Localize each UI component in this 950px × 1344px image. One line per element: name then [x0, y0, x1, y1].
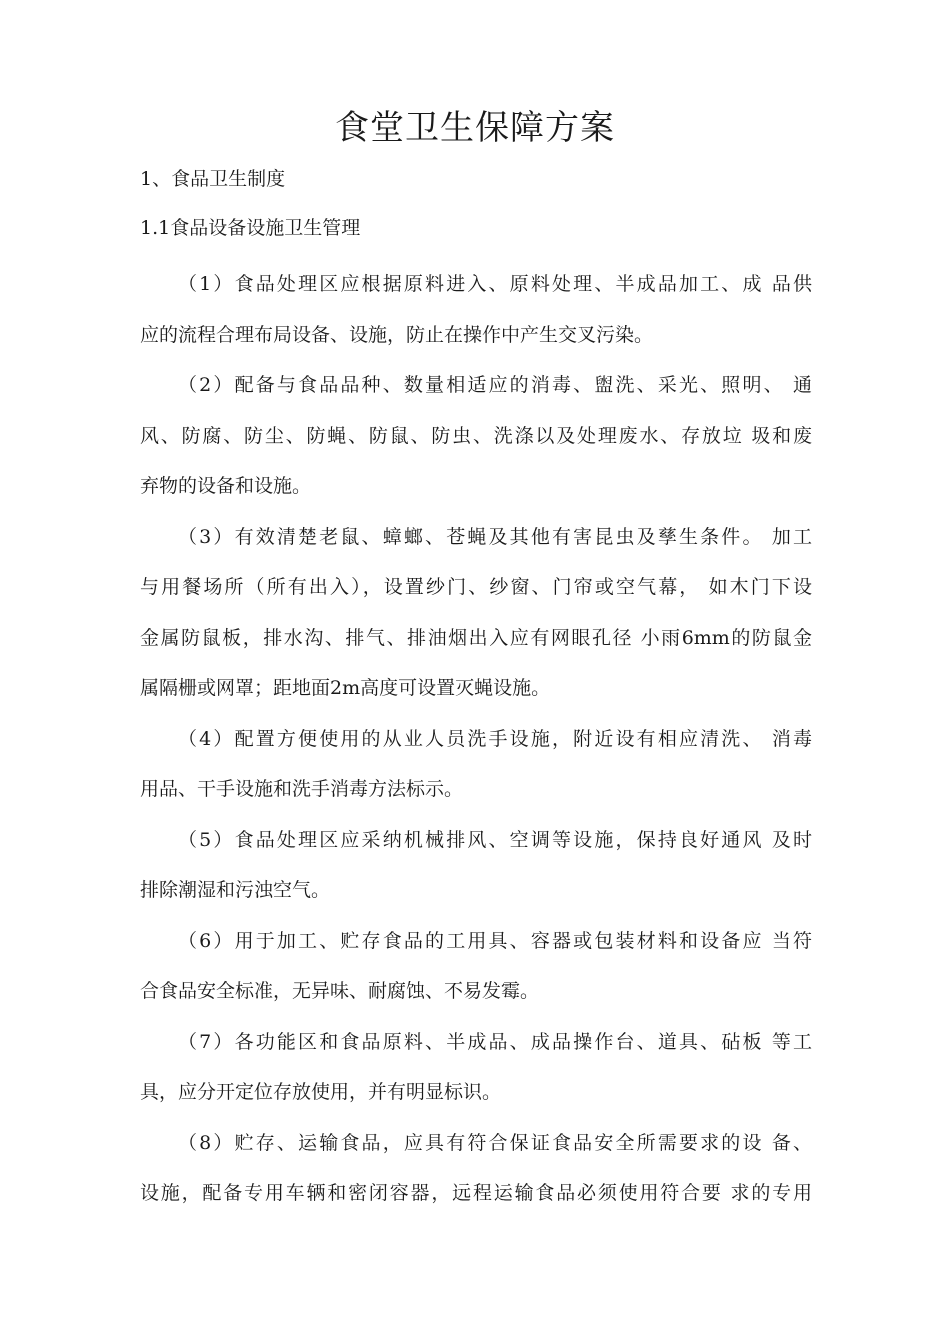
paragraph-line: 用品、干手设施和洗手消毒方法标示。	[140, 778, 464, 800]
paragraph-line: 设施，配备专用车辆和密闭容器，远程运输食品必须使用符合要 求的专用	[140, 1182, 812, 1204]
paragraph-line: （2）配备与食品品种、数量相适应的消毒、盥洗、采光、照明、 通	[178, 374, 812, 396]
paragraph-line: （8）贮存、运输食品，应具有符合保证食品安全所需要求的设 备、	[178, 1131, 812, 1154]
paragraph-line: （1）食品处理区应根据原料进入、原料处理、半成品加工、成 品供	[178, 273, 812, 295]
paragraph-5	[140, 815, 812, 916]
paragraph-line: 具，应分开定位存放使用，并有明显标识。	[140, 1081, 502, 1103]
paragraph-2	[140, 360, 812, 512]
paragraph-7	[140, 1017, 812, 1118]
paragraph-line: （7）各功能区和食品原料、半成品、成品操作台、道具、砧板 等工	[178, 1030, 812, 1053]
paragraph-line: 应的流程合理布局设备、设施，防止在操作中产生交叉污染。	[140, 323, 654, 346]
paragraph-6	[140, 916, 812, 1017]
section-heading-1: 1、食品卫生制度	[140, 168, 286, 190]
section-heading-1-1: 1.1食品设备设施卫生管理	[140, 217, 361, 239]
paragraph-line: 排除潮湿和污浊空气。	[140, 879, 331, 901]
paragraph-line: 风、防腐、防尘、防蝇、防鼠、防虫、洗涤以及处理废水、存放垃 圾和废	[140, 424, 812, 447]
paragraph-line: 弃物的设备和设施。	[140, 475, 312, 497]
paragraph-3	[140, 512, 812, 714]
paragraph-line: （3）有效清楚老鼠、蟑螂、苍蝇及其他有害昆虫及孳生条件。 加工	[178, 525, 812, 548]
document-title: 食堂卫生保障方案	[335, 108, 615, 148]
paragraph-line: 与用餐场所（所有出入），设置纱门、纱窗、门帘或空气幕， 如木门下设	[140, 576, 812, 598]
document-body	[140, 259, 812, 1219]
paragraph-line: 金属防鼠板，排水沟、排气、排油烟出入应有网眼孔径 小雨6mm的防鼠金	[140, 626, 812, 649]
paragraph-line: 属隔栅或网罩；距地面2m高度可设置灭蝇设施。	[140, 677, 551, 699]
paragraph-4	[140, 714, 812, 815]
paragraph-line: 合食品安全标准，无异味、耐腐蚀、不易发霉。	[140, 980, 540, 1002]
paragraph-8	[140, 1118, 812, 1219]
paragraph-line: （5）食品处理区应采纳机械排风、空调等设施，保持良好通风 及时	[178, 828, 812, 851]
paragraph-1	[140, 259, 812, 360]
paragraph-line: （6）用于加工、贮存食品的工用具、容器或包装材料和设备应 当符	[178, 929, 812, 952]
paragraph-line: （4）配置方便使用的从业人员洗手设施，附近设有相应清洗、 消毒	[178, 727, 812, 750]
